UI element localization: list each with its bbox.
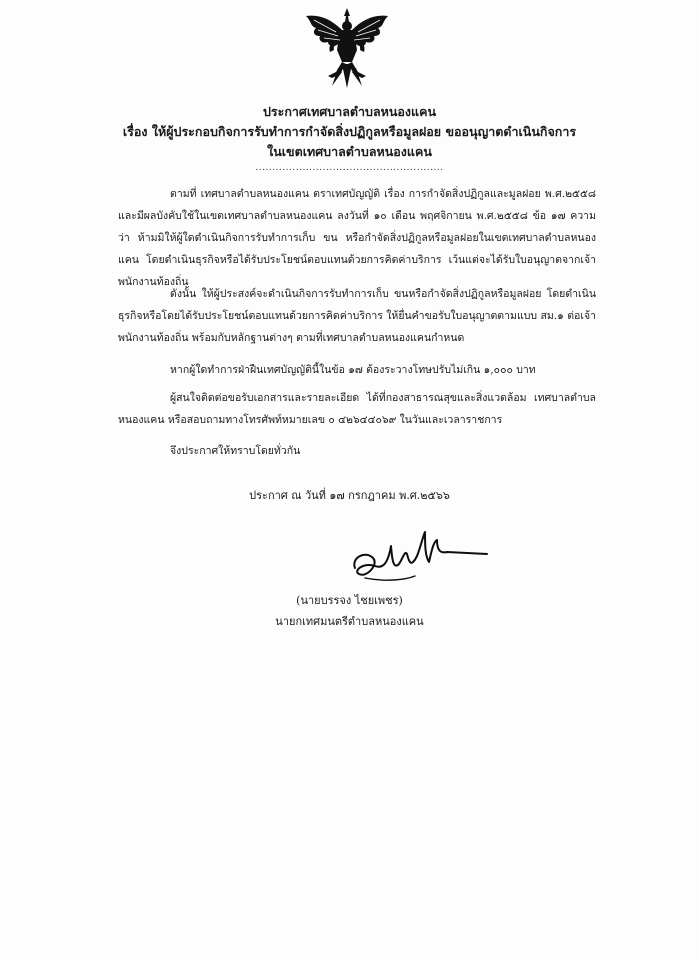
announcement-subject-line2: ในเขตเทศบาลตำบลหนองแคน (267, 144, 432, 159)
separator-dots: ........................................................ (255, 163, 444, 173)
garuda-emblem-icon (302, 6, 392, 90)
announcement-title: ประกาศเทศบาลตำบลหนองแคน (262, 104, 437, 119)
paragraph-closing: จึงประกาศให้ทราบโดยทั่วกัน (170, 445, 301, 457)
paragraph-penalty: หากผู้ใดทำการฝ่าฝืนเทศบัญญัตินี้ในข้อ ๑๗ ต้องระวางโทษปรับไม่เกิน ๑,๐๐๐ บาท (170, 364, 536, 376)
announcement-subject: เรื่อง ให้ผู้ประกอบกิจการรับทำการกำจัดสิ่งปฏิกูลหรือมูลฝอย ขออนุญาตดำเนินกิจการ (122, 124, 577, 139)
handwritten-signature (345, 528, 495, 586)
announce-date: ประกาศ ณ วันที่ ๑๗ กรกฎาคม พ.ศ.๒๕๖๖ (249, 489, 450, 502)
paragraph-contact: ผู้สนใจติดต่อขอรับเอกสารและรายละเอียด ได้ที่กองสาธารณสุขและสิ่งแวดล้อม เทศบาลตำบลหนองแคน หรือสอบถามทางโทรศัพท์หมายเลข ๐ ๔๒๖๔๔๐๖๙ ในวันและเวลาราชการ (118, 392, 596, 426)
paragraph-application: ดังนั้น ให้ผู้ประสงค์จะดำเนินกิจการรับทำการเก็บ ขนหรือกำจัดสิ่งปฏิกูลหรือมูลฝอย โดยดำเนินธุรกิจหรือโดยได้รับประโยชน์ตอบแทนด้วยการคิดค่าบริการ ให้ยื่นคำขอรับใบอนุญาตตามแบบ สม.๑ ต่อเจ้าพนักงานท้องถิ่น พร้อมกับหลักฐานต่างๆ ตามที่เทศบาลตำบลหนองแคนกำหนด (118, 288, 596, 344)
signer-title: นายกเทศมนตรีตำบลหนองแคน (275, 615, 424, 628)
signer-name: (นายบรรจง ไชยเพชร) (296, 594, 403, 607)
paragraph-ordinance: ตามที่ เทศบาลตำบลหนองแคน ตราเทศบัญญัติ เรื่อง การกำจัดสิ่งปฏิกูลและมูลฝอย พ.ศ.๒๕๕๘ และมีผลบังคับใช้ในเขตเทศบาลตำบลหนองแคน ลงวันที่ ๑๐ เดือน พฤศจิกายน พ.ศ.๒๕๕๘ ข้อ ๑๗ ความว่า ห้ามมิให้ผู้ใดดำเนินกิจการรับทำการเก็บ ขน หรือกำจัดสิ่งปฏิกูลหรือมูลฝอยในเขตเทศบาลตำบลหนองแคน โดยดำเนินธุรกิจหรือได้รับประโยชน์ตอบแทนด้วยการคิดค่าบริการ เว้นแต่จะได้รับใบอนุญาตจากเจ้าพนักงานท้องถิ่น (118, 188, 596, 288)
